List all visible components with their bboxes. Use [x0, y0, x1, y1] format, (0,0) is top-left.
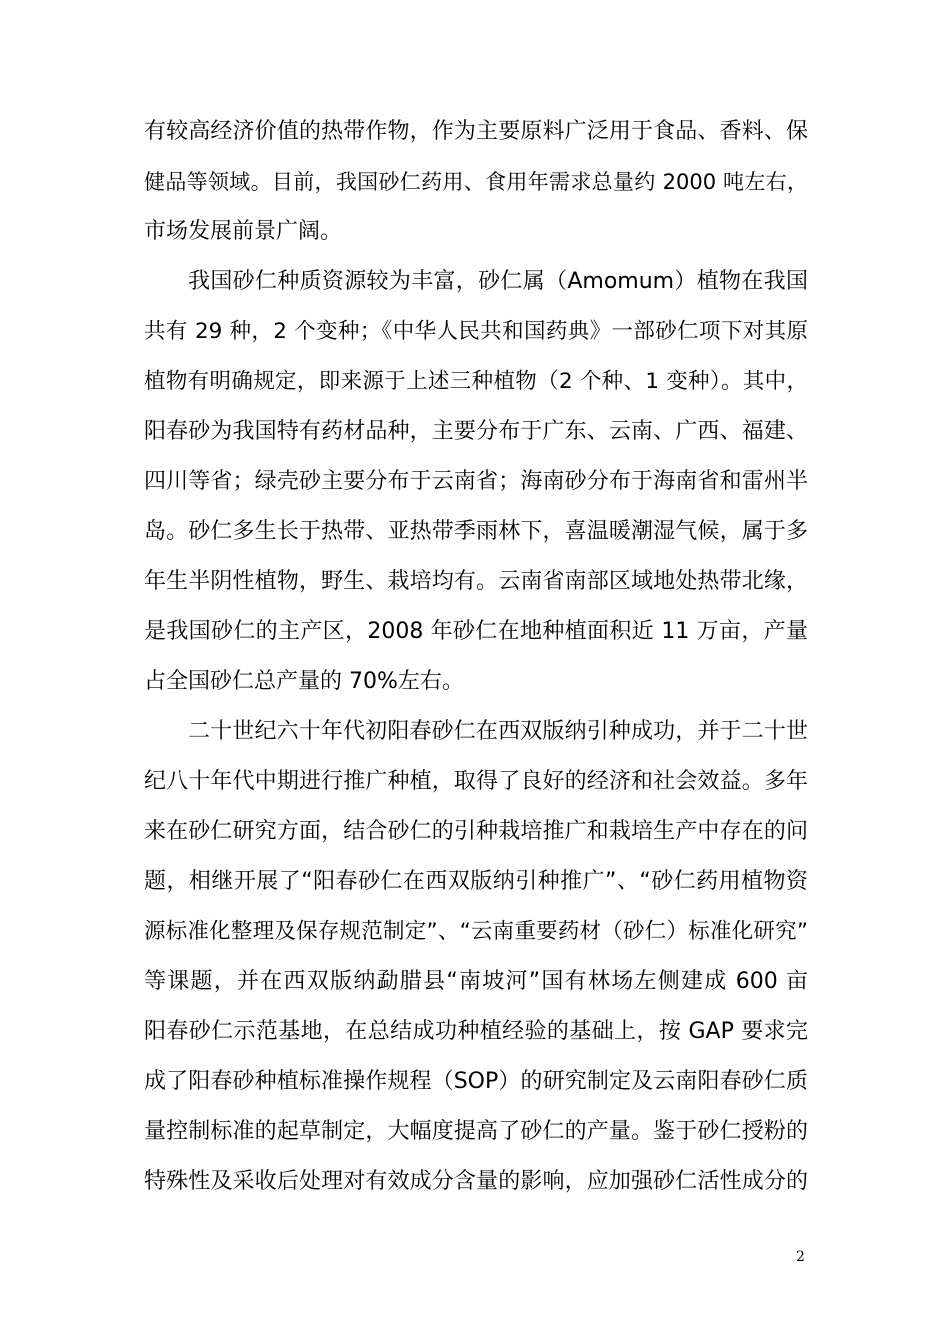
- text-line: 量控制标准的起草制定，大幅度提高了砂仁的产量。鉴于砂仁授粉的: [144, 1119, 808, 1144]
- text-line: 年生半阴性植物，野生、栽培均有。云南省南部区域地处热带北缘，: [144, 569, 808, 594]
- text-line: 等课题，并在西双版纳勐腊县“南坡河”国有林场左侧建成 600 亩: [144, 969, 808, 994]
- text-line: 市场发展前景广阔。: [144, 219, 343, 244]
- text-line: 阳春砂为我国特有药材品种，主要分布于广东、云南、广西、福建、: [144, 419, 808, 444]
- text-line: 健品等领域。目前，我国砂仁药用、食用年需求总量约 2000 吨左右，: [144, 170, 808, 194]
- text-line: 占全国砂仁总产量的 70%左右。: [144, 669, 464, 694]
- text-line: 是我国砂仁的主产区，2008 年砂仁在地种植面积近 11 万亩，产量: [144, 619, 808, 644]
- text-line: 有较高经济价值的热带作物，作为主要原料广泛用于食品、香料、保: [144, 119, 808, 144]
- text-line: 四川等省；绿壳砂主要分布于云南省；海南砂分布于海南省和雷州半: [144, 469, 808, 494]
- text-line: 植物有明确规定，即来源于上述三种植物（2 个种、1 变种）。其中，: [144, 369, 808, 394]
- text-line: 题，相继开展了“阳春砂仁在西双版纳引种推广”、“砂仁药用植物资: [144, 869, 808, 894]
- text-line: 成了阳春砂种植标准操作规程（SOP）的研究制定及云南阳春砂仁质: [144, 1069, 808, 1094]
- text-line: 共有 29 种，2 个变种；《中华人民共和国药典》一部砂仁项下对其原: [144, 319, 808, 344]
- text-line: 我国砂仁种质资源较为丰富，砂仁属（Amomum）植物在我国: [188, 269, 808, 294]
- text-line: 二十世纪六十年代初阳春砂仁在西双版纳引种成功，并于二十世: [188, 719, 808, 744]
- page-number: 2: [796, 1249, 805, 1265]
- text-line: 纪八十年代中期进行推广种植，取得了良好的经济和社会效益。多年: [144, 769, 808, 794]
- text-line: 来在砂仁研究方面，结合砂仁的引种栽培推广和栽培生产中存在的问: [144, 819, 808, 844]
- text-line: 阳春砂仁示范基地，在总结成功种植经验的基础上，按 GAP 要求完: [144, 1019, 808, 1044]
- text-line: 岛。砂仁多生长于热带、亚热带季雨林下，喜温暖潮湿气候，属于多: [144, 519, 808, 544]
- text-line: 特殊性及采收后处理对有效成分含量的影响，应加强砂仁活性成分的: [144, 1169, 808, 1194]
- text-line: 源标准化整理及保存规范制定”、“云南重要药材（砂仁）标准化研究”: [144, 919, 808, 944]
